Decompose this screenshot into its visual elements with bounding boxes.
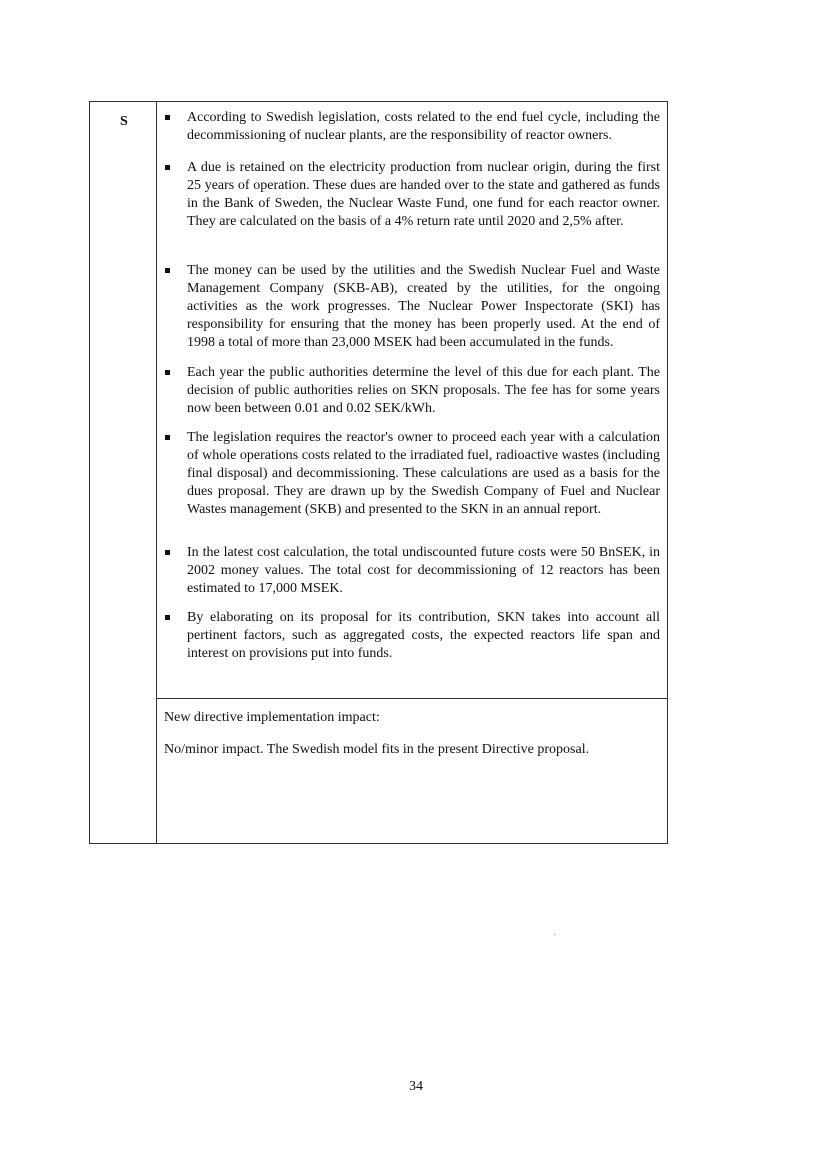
page-number: 34 <box>409 1079 423 1094</box>
bullet-square-icon <box>165 435 170 440</box>
country-table <box>89 101 668 844</box>
bullet-square-icon <box>165 550 170 555</box>
impact-heading: New directive implementation impact: <box>164 710 380 725</box>
row-divider <box>156 698 667 699</box>
impact-text: No/minor impact. The Swedish model fits in the present Directive proposal. <box>164 742 590 757</box>
column-divider <box>156 102 157 843</box>
scan-speck <box>554 934 555 935</box>
bullet-text: By elaborating on its proposal for its contribution, SKN takes into account all pertinent factors, such as aggregated costs, the expected reactors life span and interest on provisions put into funds. <box>187 610 660 661</box>
bullet-text: Each year the public authorities determine the level of this due for each plant. The decision of public authorities relies on SKN proposals. The fee has for some years now been between 0.01 and 0.02 SEK/kWh. <box>187 365 660 416</box>
bullet-text: The money can be used by the utilities and the Swedish Nuclear Fuel and Waste Management Company (SKB-AB), created by the utilities, for the ongoing activities as the work progresses. The Nuclear Power Inspectorate (SKI) has responsibility for ensuring that the money has been properly used. At the end of 1998 a total of more than 23,000 MSEK had been accumulated in the funds. <box>187 263 660 350</box>
bullet-square-icon <box>165 370 170 375</box>
bullet-text: A due is retained on the electricity production from nuclear origin, during the first 25 years of operation. These dues are handed over to the state and gathered as funds in the Bank of Sweden, the Nuclear Waste Fund, one fund for each reactor owner. They are calculated on the basis of a 4% return rate until 2020 and 2,5% after. <box>187 160 660 229</box>
bullet-text: According to Swedish legislation, costs related to the end fuel cycle, including the decommissioning of nuclear plants, are the responsibility of reactor owners. <box>187 110 660 143</box>
bullet-square-icon <box>165 115 170 120</box>
bullet-text: In the latest cost calculation, the total undiscounted future costs were 50 BnSEK, in 2002 money values. The total cost for decommissioning of 12 reactors has been estimated to 17,000 MSEK. <box>187 545 660 596</box>
bullet-square-icon <box>165 165 170 170</box>
bullet-square-icon <box>165 268 170 273</box>
bullet-text: The legislation requires the reactor's owner to proceed each year with a calculation of whole operations costs related to the irradiated fuel, radioactive wastes (including final disposal) and decommissioning. These calculations are used as a basis for the dues proposal. They are drawn up by the Swedish Company of Fuel and Nuclear Wastes management (SKB) and presented to the SKN in an annual report. <box>187 430 660 517</box>
bullet-square-icon <box>165 615 170 620</box>
country-code: S <box>120 114 128 129</box>
